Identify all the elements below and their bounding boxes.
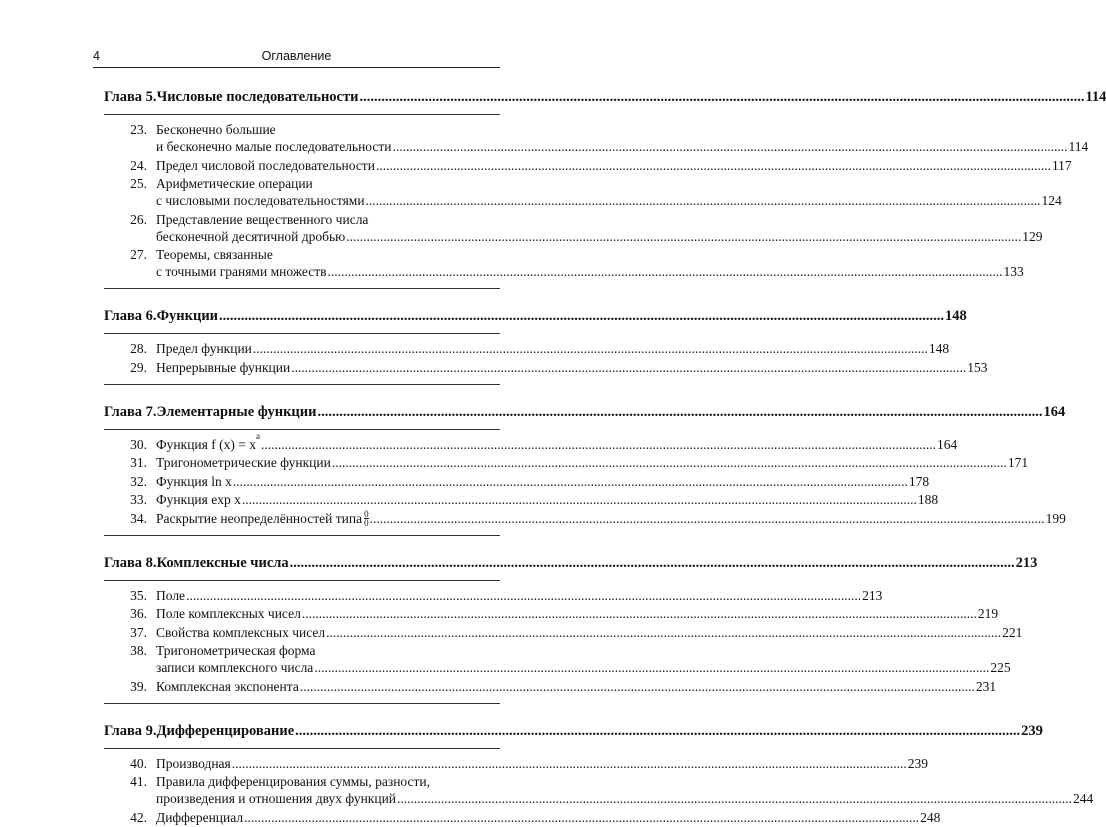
section-entry[interactable] (104, 121, 1089, 155)
section-line (156, 605, 999, 622)
dot-leader: ........................................................................................................................................................................................................ (359, 89, 1085, 105)
chapter-rule (104, 384, 500, 385)
dot-leader: ........................................................................................................................................................................................................ (317, 403, 1043, 420)
section-title: Тригонометрическая форма (156, 643, 316, 658)
section-page: 221 (1002, 624, 1023, 640)
section-body (156, 678, 997, 695)
section-page: 178 (908, 473, 930, 489)
section-entry[interactable] (104, 624, 1023, 641)
chapter-rule (104, 114, 500, 115)
section-title: Предел числовой последовательности (156, 157, 375, 173)
section-line (156, 642, 500, 659)
section-number: 31. (130, 455, 147, 470)
chapter-rule (104, 535, 500, 536)
dot-leader: ........................................................................................................................................................................................................ (289, 554, 1015, 571)
section-number: 28. (130, 341, 147, 356)
section-title: Комплексная экспонента (156, 678, 299, 694)
section-entry[interactable] (104, 175, 1062, 209)
section-title: Бесконечно большие (156, 122, 276, 137)
table-of-contents (104, 76, 1106, 827)
section-page: 124 (1041, 193, 1062, 208)
chapter-rule (104, 333, 500, 334)
chapter-rule (104, 748, 500, 749)
dot-leader: ........................................................................................................................................................................................................ (231, 755, 907, 771)
running-header (93, 47, 500, 67)
section-title: Функция exp x (156, 492, 241, 507)
dot-leader: ........................................................................................................................................................................................................ (295, 722, 1021, 739)
section-body (156, 121, 1089, 155)
section-line (156, 359, 988, 376)
section-number: 32. (130, 473, 147, 489)
section-entry[interactable] (104, 587, 883, 604)
section-title: произведения и отношения двух функций (156, 791, 397, 806)
section-page: 129 (1022, 228, 1043, 244)
section-number: 39. (130, 678, 147, 694)
chapter-label: Глава 7. (104, 403, 157, 420)
dot-leader: ........................................................................................................................................................................................................ (346, 228, 1022, 244)
section-number: 26. (130, 211, 147, 227)
section-line (156, 138, 1089, 155)
dot-leader: ........................................................................................................................................................................................................ (301, 606, 977, 621)
section-entry[interactable] (104, 211, 1043, 245)
section-title: Поле (156, 587, 186, 603)
section-line (156, 263, 1024, 280)
section-title: Предел функции (156, 341, 252, 356)
section-title: Поле комплексных чисел (156, 606, 301, 621)
section-title: Свойства комплексных чисел (156, 624, 326, 640)
chapter-label: Глава 6. (104, 308, 157, 324)
section-number: 42. (130, 809, 147, 825)
section-line (156, 228, 1043, 245)
section-title: Тригонометрические функции (156, 455, 331, 470)
section-body (156, 430, 958, 453)
section-title: Функция f (x) = x (156, 436, 256, 452)
section-entry[interactable] (104, 454, 1029, 471)
section-number: 41. (130, 774, 147, 789)
section-body (156, 809, 941, 826)
chapter-page: 114 (1085, 89, 1106, 105)
section-body (156, 605, 999, 622)
chapter-page: 148 (945, 308, 967, 324)
section-entry[interactable] (104, 491, 939, 508)
fraction-denominator: 0 (364, 517, 369, 528)
section-page: 219 (977, 606, 999, 621)
dot-leader: ........................................................................................................................................................................................................ (326, 624, 1002, 640)
header-title: Оглавление (261, 49, 332, 63)
section-page: 239 (907, 755, 928, 771)
section-number: 37. (130, 624, 147, 640)
section-title: Раскрытие неопределённостей типа (156, 510, 363, 526)
section-page: 117 (1051, 157, 1072, 173)
section-number: 34. (130, 510, 147, 526)
dot-leader: ........................................................................................................................................................................................................ (375, 157, 1051, 173)
section-number: 33. (130, 492, 147, 507)
section-number: 30. (130, 436, 147, 452)
section-line (156, 491, 939, 508)
dot-leader: ........................................................................................................................................................................................................ (327, 264, 1003, 279)
section-entry[interactable] (104, 430, 958, 453)
section-page: 225 (990, 660, 1011, 675)
section-entry[interactable] (104, 773, 1094, 807)
section-title: Производная (156, 755, 231, 771)
chapter-entry[interactable] (104, 295, 967, 325)
dot-leader: ........................................................................................................................................................................................................ (299, 678, 975, 694)
section-line (156, 755, 928, 772)
section-line (156, 454, 1029, 471)
section-line (156, 192, 1062, 209)
section-body (156, 491, 939, 508)
header-rule (93, 67, 500, 68)
dot-leader: ........................................................................................................................................................................................................ (365, 193, 1041, 208)
dot-leader: ........................................................................................................................................................................................................ (260, 436, 936, 452)
section-entry[interactable] (104, 755, 928, 772)
chapter-title: Дифференцирование (156, 722, 295, 739)
section-title: Функция ln x (156, 473, 232, 489)
section-title: Представление вещественного числа (156, 211, 369, 227)
section-body (156, 157, 1072, 174)
section-page: 244 (1073, 791, 1094, 806)
section-line (156, 430, 958, 453)
dot-leader: ........................................................................................................................................................................................................ (392, 139, 1068, 154)
section-line (156, 678, 997, 695)
section-body (156, 587, 883, 604)
chapter-title: Комплексные числа (156, 554, 289, 571)
section-body (156, 508, 1066, 528)
section-entry[interactable] (104, 246, 1024, 280)
section-line (156, 157, 1072, 174)
dot-leader: ........................................................................................................................................................................................................ (314, 660, 990, 675)
chapter-page: 164 (1043, 403, 1066, 420)
section-entry[interactable] (104, 508, 1066, 528)
section-line (156, 624, 1023, 641)
section-body (156, 246, 1024, 280)
section-number: 23. (130, 122, 147, 137)
section-body (156, 175, 1062, 209)
chapter-entry[interactable] (104, 391, 1066, 421)
chapter-label: Глава 8. (104, 554, 157, 571)
section-title: записи комплексного числа (156, 660, 314, 675)
section-line (156, 790, 1094, 807)
chapter-entry[interactable] (104, 542, 1038, 572)
section-page: 133 (1003, 264, 1024, 279)
section-title: Теоремы, связанные (156, 247, 273, 262)
chapter-label: Глава 5. (104, 89, 157, 105)
dot-leader: ........................................................................................................................................................................................................ (397, 791, 1073, 806)
section-line (156, 211, 500, 228)
section-title: Непрерывные функции (156, 359, 291, 375)
section-page: 199 (1045, 510, 1066, 526)
section-body (156, 642, 1011, 676)
section-entry[interactable] (104, 678, 997, 695)
fraction-numerator: 0 (364, 508, 369, 519)
section-line (156, 340, 950, 357)
section-line (156, 246, 500, 263)
section-page: 164 (936, 436, 958, 452)
section-number: 35. (130, 587, 147, 603)
section-title: бесконечной десятичной дробью (156, 228, 346, 244)
section-entry[interactable] (104, 473, 930, 490)
section-number: 29. (130, 359, 147, 375)
section-body (156, 773, 1094, 807)
section-entry[interactable] (104, 809, 941, 826)
section-line (156, 809, 941, 826)
exponent: a (255, 430, 260, 441)
chapter-entry[interactable] (104, 76, 1106, 106)
section-body (156, 340, 950, 357)
section-body (156, 473, 930, 490)
chapter-label: Глава 9. (104, 722, 157, 739)
dot-leader: ........................................................................................................................................................................................................ (331, 455, 1007, 470)
section-page: 231 (975, 678, 997, 694)
section-entry[interactable] (104, 605, 999, 622)
page-number: 4 (93, 49, 100, 63)
chapter-rule (104, 580, 500, 581)
chapter-rule (104, 429, 500, 430)
section-line (156, 175, 500, 192)
section-line (156, 659, 1011, 676)
section-title: и бесконечно малые последовательности (156, 139, 392, 154)
section-body (156, 755, 928, 772)
chapter-title: Функции (156, 308, 219, 324)
dot-leader: ........................................................................................................................................................................................................ (219, 308, 945, 324)
fraction (364, 510, 369, 527)
section-page: 188 (917, 492, 939, 507)
chapter-title: Элементарные функции (156, 403, 317, 420)
dot-leader: ........................................................................................................................................................................................................ (232, 473, 908, 489)
chapter-title: Числовые последовательности (156, 89, 359, 105)
section-number: 40. (130, 755, 147, 771)
section-title: с числовыми последовательностями (156, 193, 365, 208)
chapter-page: 213 (1015, 554, 1038, 571)
section-line (156, 121, 500, 138)
section-page: 114 (1068, 139, 1089, 154)
section-body (156, 359, 988, 376)
chapter-entry[interactable] (104, 710, 1043, 740)
section-title: Арифметические операции (156, 176, 313, 191)
section-line (156, 473, 930, 490)
section-entry[interactable] (104, 157, 1072, 174)
section-number: 36. (130, 606, 147, 621)
section-entry[interactable] (104, 340, 950, 357)
dot-leader: ........................................................................................................................................................................................................ (252, 341, 928, 356)
dot-leader: ........................................................................................................................................................................................................ (369, 510, 1045, 526)
section-page: 248 (920, 809, 941, 825)
section-entry[interactable] (104, 642, 1011, 676)
dot-leader: ........................................................................................................................................................................................................ (241, 492, 917, 507)
section-number: 25. (130, 176, 147, 191)
section-entry[interactable] (104, 359, 988, 376)
chapter-rule (104, 288, 500, 289)
section-page: 153 (967, 359, 988, 375)
dot-leader: ........................................................................................................................................................................................................ (244, 809, 920, 825)
section-title: с точными гранями множеств (156, 264, 327, 279)
dot-leader: ........................................................................................................................................................................................................ (186, 587, 862, 603)
section-body (156, 454, 1029, 471)
section-body (156, 211, 1043, 245)
section-number: 27. (130, 247, 147, 262)
section-page: 213 (862, 587, 883, 603)
section-number: 24. (130, 157, 147, 173)
section-number: 38. (130, 643, 147, 658)
chapter-rule (104, 703, 500, 704)
section-body (156, 624, 1023, 641)
section-page: 171 (1007, 455, 1029, 470)
section-title: Дифференциал (156, 809, 244, 825)
section-line (156, 773, 500, 790)
section-page: 148 (928, 341, 950, 356)
section-line (156, 508, 1066, 528)
section-line (156, 587, 883, 604)
chapter-page: 239 (1021, 722, 1043, 739)
section-title: Правила дифференцирования суммы, разности, (156, 774, 431, 789)
dot-leader: ........................................................................................................................................................................................................ (291, 359, 967, 375)
